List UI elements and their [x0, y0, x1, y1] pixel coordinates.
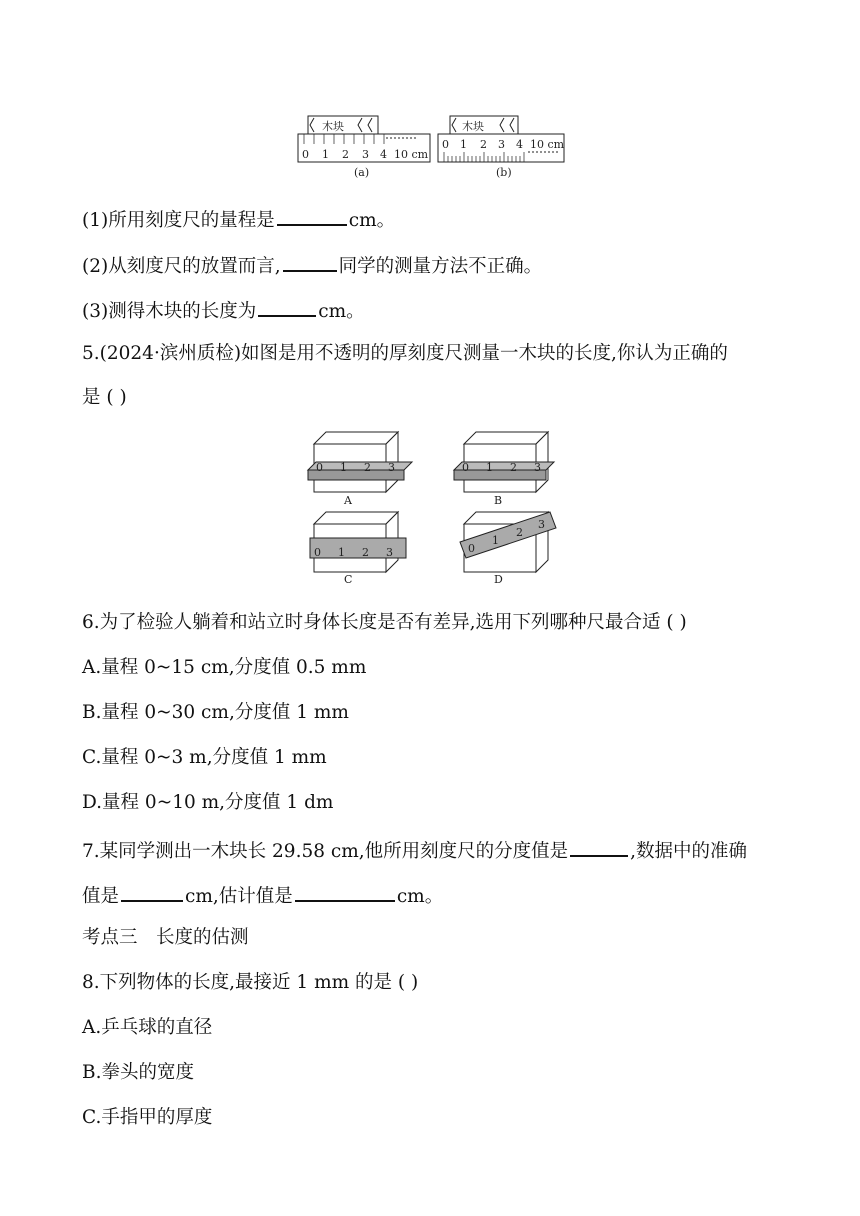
- svg-text:1: 1: [338, 546, 345, 559]
- svg-text:2: 2: [342, 148, 349, 161]
- caption-a: (a): [354, 166, 370, 179]
- svg-text:0: 0: [468, 542, 475, 555]
- ruler-ticks-a: [304, 134, 384, 144]
- q5-stem: 5.(2024·滨州质检)如图是用不透明的厚刻度尺测量一木块的长度,你认为正确的: [82, 343, 728, 364]
- svg-text:2: 2: [480, 138, 487, 151]
- svg-text:1: 1: [322, 148, 329, 161]
- q6-option-d[interactable]: D.量程 0~10 m,分度值 1 dm: [82, 792, 334, 813]
- q6-option-c[interactable]: C.量程 0~3 m,分度值 1 mm: [82, 747, 327, 768]
- q8-option-c[interactable]: C.手指甲的厚度: [82, 1107, 213, 1128]
- option-figure-a: [308, 432, 412, 507]
- q4-part2: (2)从刻度尺的放置而言, 同学的测量方法不正确。: [82, 250, 542, 280]
- svg-text:1: 1: [486, 461, 493, 474]
- q8-option-b[interactable]: B.拳头的宽度: [82, 1062, 194, 1083]
- svg-text:3: 3: [538, 518, 545, 531]
- q7-line1: 7.某同学测出一木块长 29.58 cm,他所用刻度尺的分度值是 ,数据中的准确: [82, 835, 747, 865]
- svg-text:0: 0: [302, 148, 309, 161]
- answer-blank[interactable]: [283, 250, 337, 272]
- svg-text:1: 1: [492, 534, 499, 547]
- q6-stem: 6.为了检验人躺着和站立时身体长度是否有差异,选用下列哪种尺最合适 ( ): [82, 612, 687, 633]
- svg-text:3: 3: [498, 138, 505, 151]
- svg-text:2: 2: [510, 461, 517, 474]
- label-d: D: [494, 573, 503, 586]
- option-figure-b: [454, 432, 554, 507]
- block-label-a: 木块: [322, 120, 344, 133]
- q5-stem-cont: 是 ( ): [82, 387, 127, 408]
- svg-text:3: 3: [388, 461, 395, 474]
- answer-blank[interactable]: [570, 835, 628, 857]
- svg-text:10 cm: 10 cm: [530, 138, 565, 151]
- q4-part3: (3)测得木块的长度为 cm。: [82, 295, 365, 325]
- answer-blank[interactable]: [121, 880, 183, 902]
- option-figure-c: [310, 512, 406, 586]
- svg-text:0: 0: [314, 546, 321, 559]
- svg-text:0: 0: [316, 461, 323, 474]
- svg-text:2: 2: [364, 461, 371, 474]
- svg-text:3: 3: [534, 461, 541, 474]
- panel-a: [298, 116, 430, 179]
- block-label-b: 木块: [462, 120, 484, 133]
- svg-text:0: 0: [442, 138, 449, 151]
- q8-option-a[interactable]: A.乒乓球的直径: [82, 1017, 213, 1038]
- svg-text:4: 4: [380, 148, 387, 161]
- option-figure-d: [460, 512, 556, 586]
- q6-option-b[interactable]: B.量程 0~30 cm,分度值 1 mm: [82, 702, 349, 723]
- section-heading: 考点三 长度的估测: [82, 927, 249, 948]
- label-a: A: [344, 494, 352, 507]
- q7-line2: 值是 cm,估计值是 cm。: [82, 880, 443, 910]
- svg-text:1: 1: [340, 461, 347, 474]
- svg-text:3: 3: [386, 546, 393, 559]
- answer-blank[interactable]: [258, 295, 316, 317]
- label-b: B: [494, 494, 503, 507]
- svg-text:2: 2: [362, 546, 369, 559]
- svg-text:10 cm: 10 cm: [394, 148, 429, 161]
- answer-blank[interactable]: [295, 880, 395, 902]
- svg-text:1: 1: [460, 138, 467, 151]
- svg-text:3: 3: [362, 148, 369, 161]
- q4-part1: (1)所用刻度尺的量程是 cm。: [82, 204, 395, 234]
- q8-stem: 8.下列物体的长度,最接近 1 mm 的是 ( ): [82, 972, 419, 993]
- label-c: C: [344, 573, 353, 586]
- ruler-figure-ab: [290, 112, 580, 184]
- answer-blank[interactable]: [277, 204, 347, 226]
- panel-b: [438, 116, 565, 179]
- svg-text:2: 2: [516, 526, 523, 539]
- svg-text:0: 0: [462, 461, 469, 474]
- ruler-figure-abcd: [306, 426, 558, 586]
- caption-b: (b): [496, 166, 512, 179]
- q6-option-a[interactable]: A.量程 0~15 cm,分度值 0.5 mm: [82, 657, 367, 678]
- ruler-ticks-b: [444, 152, 524, 162]
- svg-text:4: 4: [516, 138, 523, 151]
